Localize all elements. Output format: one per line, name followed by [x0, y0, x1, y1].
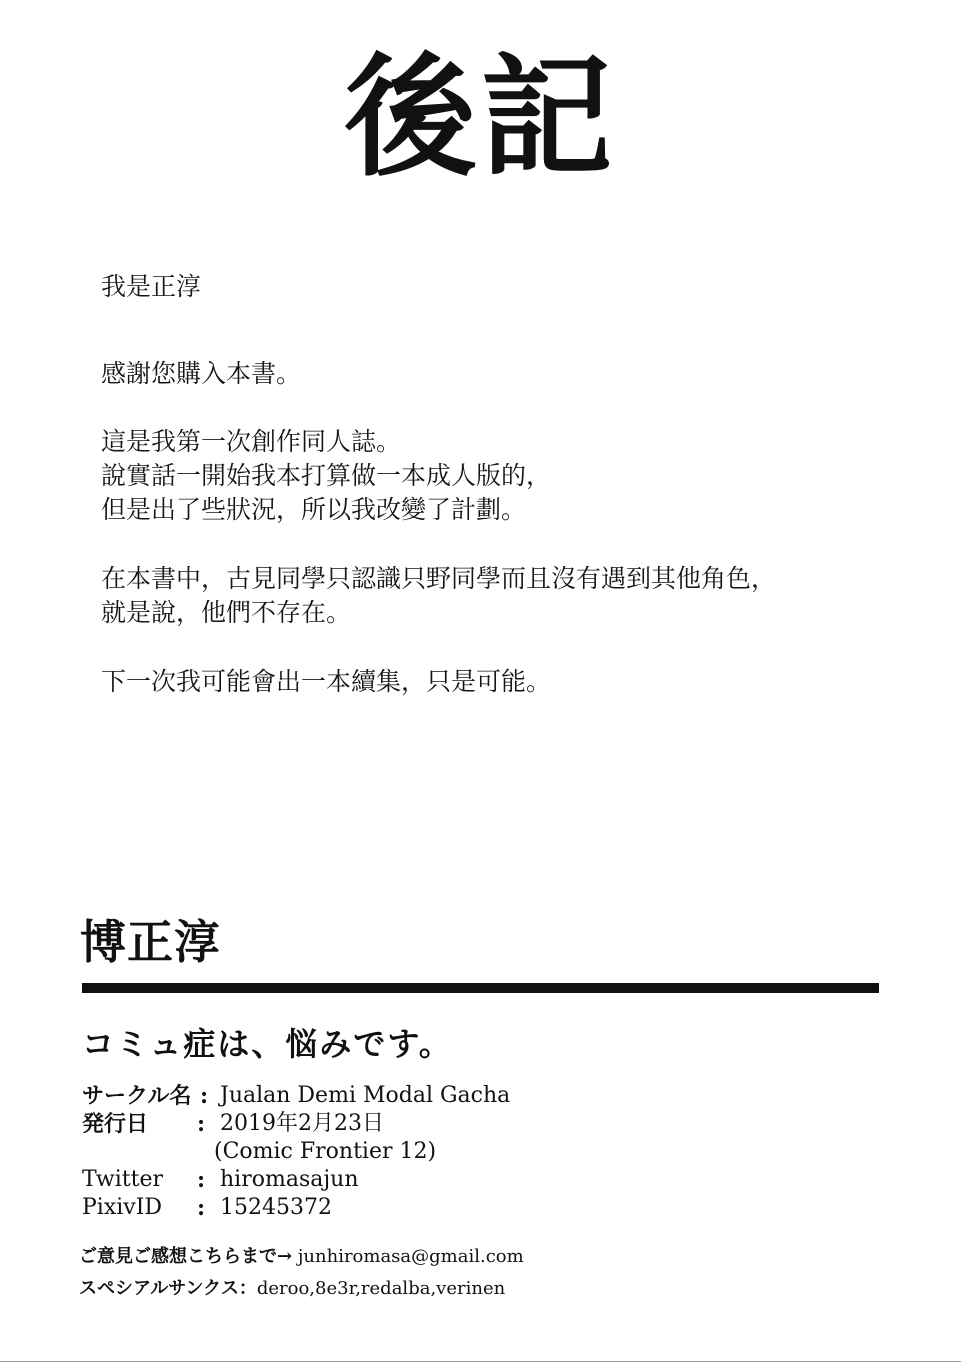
feedback-label: ご意見ご感想こちらまで→	[79, 1246, 293, 1267]
event-name: (Comic Frontier 12)	[214, 1139, 437, 1164]
circle-name: Jualan Demi Modal Gacha	[220, 1083, 511, 1108]
info-label: サークル名	[82, 1083, 192, 1109]
text-line: 感謝您購入本書。	[101, 359, 302, 388]
info-label: PixivID	[82, 1195, 163, 1220]
paragraph-greeting	[101, 270, 201, 304]
text-line: 我是正淳	[101, 272, 202, 301]
author-name: 博正淳	[80, 915, 221, 969]
feedback-line	[79, 1241, 524, 1273]
special-thanks-line	[79, 1273, 524, 1305]
twitter-handle: hiromasajun	[220, 1167, 359, 1192]
paragraph-story	[101, 425, 551, 527]
paragraph-next	[101, 665, 551, 699]
info-separator: :	[197, 1195, 206, 1221]
text-line: 說實話一開始我本打算做一本成人版的，	[101, 461, 552, 490]
page-title: 後記	[344, 41, 617, 195]
text-line: 這是我第一次創作同人誌。	[101, 427, 402, 456]
publish-date: 2019年2月23日	[220, 1111, 384, 1136]
text-line: 就是說，他們不存在。	[101, 598, 352, 627]
contact-block	[79, 1241, 524, 1305]
info-label: Twitter	[82, 1167, 163, 1192]
work-title: コミュ症は、悩みです。	[82, 1025, 453, 1063]
page-edge-line	[0, 1361, 961, 1362]
pixiv-id: 15245372	[220, 1195, 332, 1220]
divider	[82, 983, 879, 993]
paragraph-thanks	[101, 357, 301, 391]
special-thanks-label: スペシアルサンクス：	[79, 1278, 257, 1299]
email-address: junhiromasa@gmail.com	[297, 1246, 524, 1267]
special-thanks-names: deroo,8e3r,redalba,verinen	[256, 1278, 506, 1299]
text-line: 下一次我可能會出一本續集，只是可能。	[101, 667, 552, 696]
text-line: 但是出了些狀況，所以我改變了計劃。	[101, 495, 527, 524]
info-separator: :	[197, 1167, 206, 1193]
text-line: 在本書中，古見同學只認識只野同學而且沒有遇到其他角色，	[101, 564, 777, 593]
info-label: 発行日	[82, 1111, 149, 1137]
info-separator: :	[197, 1111, 206, 1137]
info-separator: :	[200, 1083, 209, 1109]
paragraph-content	[101, 562, 776, 630]
